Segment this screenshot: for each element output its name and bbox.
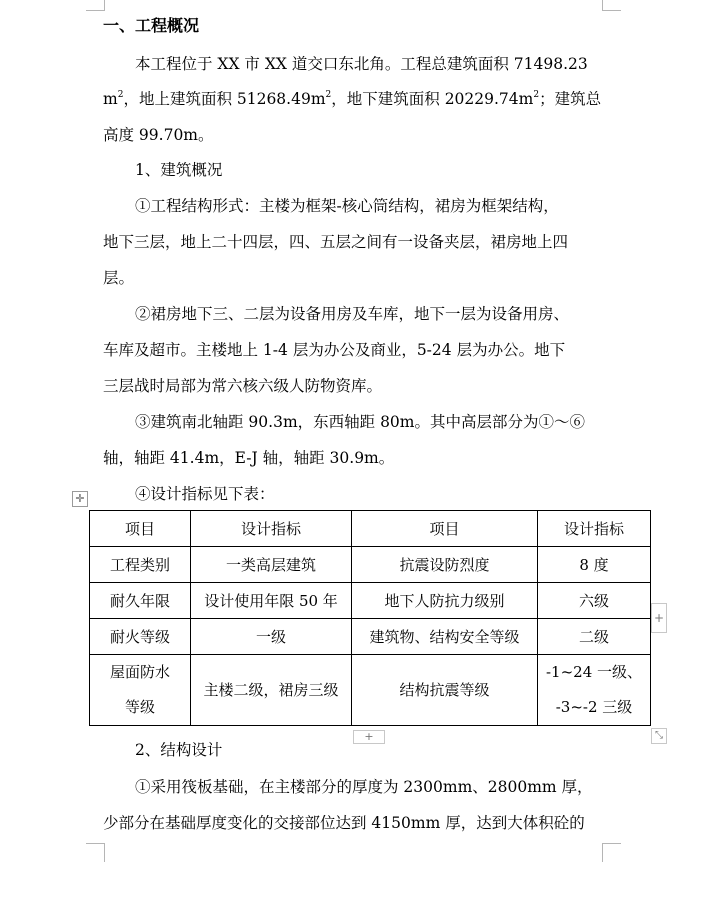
table-row	[90, 619, 651, 655]
table-cell[interactable]: 8 度	[538, 547, 651, 583]
table-cell[interactable]: 耐久年限	[90, 583, 191, 619]
table-header-cell[interactable]: 项目	[352, 511, 538, 547]
table-cell[interactable]: 建筑物、结构安全等级	[352, 619, 538, 655]
paragraph-line: 层。	[103, 269, 135, 287]
table-row	[90, 547, 651, 583]
paragraph-line: 少部分在基础厚度变化的交接部位达到 4150mm 厚，达到大体积砼的	[103, 814, 585, 832]
table-cell[interactable]: 设计使用年限 50 年	[191, 583, 352, 619]
add-column-button[interactable]: +	[651, 603, 667, 633]
paragraph-line: 地下三层，地上二十四层，四、五层之间有一设备夹层，裙房地上四	[103, 233, 569, 251]
table-cell[interactable]: 六级	[538, 583, 651, 619]
page-corner-mark-top-right	[602, 0, 621, 11]
paragraph-line: 车库及超市。主楼地上 1-4 层为办公及商业，5-24 层为办公。地下	[103, 341, 566, 359]
table-row	[90, 583, 651, 619]
paragraph-line: ①采用筏板基础，在主楼部分的厚度为 2300mm、2800mm 厚，	[135, 778, 593, 796]
design-index-table	[89, 510, 651, 726]
paragraph-line: 本工程位于 XX 市 XX 道交口东北角。工程总建筑面积 71498.23	[135, 55, 588, 73]
paragraph-line: 高度 99.70m。	[103, 126, 214, 144]
table-cell[interactable]: 一级	[191, 619, 352, 655]
table-header-cell[interactable]: 项目	[90, 511, 191, 547]
paragraph-line: ④设计指标见下表：	[135, 485, 275, 503]
table-cell[interactable]: 工程类别	[90, 547, 191, 583]
table-cell[interactable]: 主楼二级，裙房三级	[191, 655, 352, 726]
section-heading: 一、工程概况	[103, 16, 200, 35]
paragraph-line: 三层战时局部为常六核六级人防物资库。	[103, 377, 383, 395]
subsection-title: 1、建筑概况	[135, 161, 223, 179]
page-corner-mark-bottom-left	[86, 843, 105, 862]
paragraph-line: 轴，轴距 41.4m，E-J 轴，轴距 30.9m。	[103, 449, 395, 467]
table-cell[interactable]: 耐火等级	[90, 619, 191, 655]
table-cell[interactable]: -1~24 一级、 -3~-2 三级	[538, 655, 651, 726]
page-corner-mark-top-left	[86, 0, 105, 11]
table-cell[interactable]: 二级	[538, 619, 651, 655]
table-resize-handle-icon[interactable]: ⤡	[651, 728, 667, 744]
table-cell[interactable]: 抗震设防烈度	[352, 547, 538, 583]
paragraph-line: ①工程结构形式：主楼为框架-核心筒结构，裙房为框架结构，	[135, 197, 559, 215]
table-move-handle-icon[interactable]: ✛	[72, 491, 88, 507]
table-row	[90, 655, 651, 726]
paragraph-line: ③建筑南北轴距 90.3m，东西轴距 80m。其中高层部分为①～⑥	[135, 413, 585, 431]
table-cell[interactable]: 屋面防水 等级	[90, 655, 191, 726]
table-cell[interactable]: 地下人防抗力级别	[352, 583, 538, 619]
table-header-cell[interactable]: 设计指标	[538, 511, 651, 547]
page-corner-mark-bottom-right	[602, 843, 621, 862]
table-cell[interactable]: 结构抗震等级	[352, 655, 538, 726]
subsection-title: 2、结构设计	[135, 741, 223, 759]
table-header-row	[90, 511, 651, 547]
paragraph-line: $m^2$，地上建筑面积 $51268.49m^2$，地下建筑面积 $20229.74m^2$；建筑总	[103, 90, 602, 108]
table-header-cell[interactable]: 设计指标	[191, 511, 352, 547]
add-row-button[interactable]: +	[353, 730, 385, 744]
table-cell[interactable]: 一类高层建筑	[191, 547, 352, 583]
paragraph-line: ②裙房地下三、二层为设备用房及车库，地下一层为设备用房、	[135, 305, 570, 323]
